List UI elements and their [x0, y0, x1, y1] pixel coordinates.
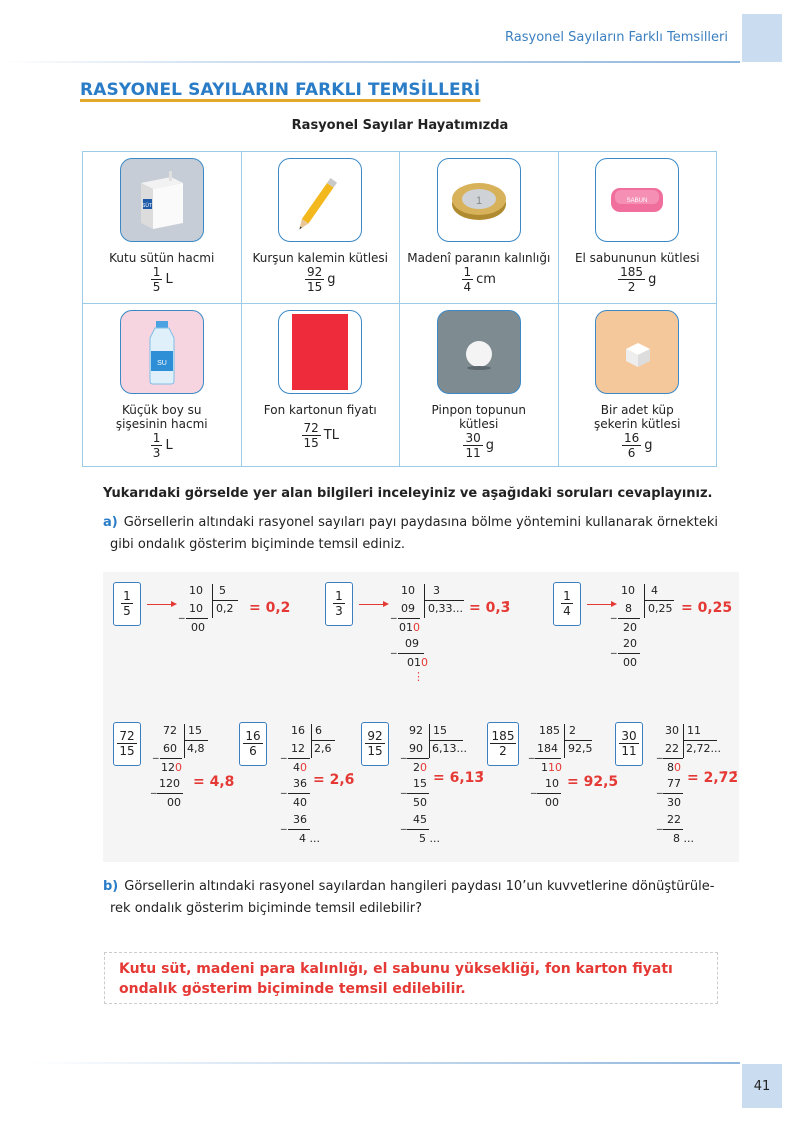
item-cell	[400, 152, 559, 304]
item-fraction: $\frac{1}{4}$	[463, 265, 472, 294]
instruction-text: Yukarıdaki görselde yer alan bilgileri inceleyiniz ve aşağıdaki soruları cevaplayınız.	[103, 486, 713, 501]
decimal-answer: = 2,7̄2̄	[687, 770, 739, 786]
answer-text	[119, 959, 673, 999]
arrow-icon	[587, 604, 615, 605]
examples-table	[82, 151, 717, 467]
item-fraction: $\frac{92}{15}$	[306, 265, 323, 294]
item-cell	[400, 304, 559, 467]
item-fraction: $\frac{1}{3}$	[152, 431, 161, 460]
decimal-answer: = 0,3̄	[469, 600, 511, 616]
milk-label: SÜT	[141, 203, 152, 209]
item-caption: Bir adet küp şekerin kütlesi	[594, 403, 681, 431]
soap-icon	[595, 158, 679, 242]
milk-carton-icon	[120, 158, 204, 242]
long-division: 30 11 _ 22 2,72... 80 _ 77 30 _ 22 8 ...	[657, 724, 721, 845]
decimal-answer: = 4,8	[193, 774, 235, 790]
item-cell	[241, 304, 400, 467]
long-division: 185 2 _ 184 92,5 110 _ 10 00	[529, 724, 593, 809]
section-subtitle: Rasyonel Sayılar Hayatımızda	[291, 118, 509, 133]
item-cell	[83, 304, 242, 467]
item-caption: El sabununun kütlesi	[574, 251, 700, 265]
item-fraction: $\frac{1}{5}$	[152, 265, 161, 294]
question-a	[103, 512, 723, 556]
question-b	[103, 876, 723, 920]
fraction-box: $\frac{16}{6}$	[239, 722, 267, 766]
svg-text:1: 1	[475, 195, 482, 207]
page-number: 41	[742, 1064, 782, 1108]
arrow-icon	[147, 604, 175, 605]
division-workspace	[103, 572, 739, 862]
item-cell	[241, 152, 400, 304]
item-caption: Fon kartonun fiyatı	[263, 403, 377, 417]
fraction-box: $\frac{185}{2}$	[487, 722, 519, 766]
fraction-box: $\frac{1}{5}$	[113, 582, 141, 626]
fraction-box: $\frac{1}{4}$	[553, 582, 581, 626]
pencil-icon	[278, 158, 362, 242]
item-unit: L	[165, 438, 173, 453]
long-division: 10 3 _ 09 0,33... 010 _ 09 010 ⋮	[391, 584, 463, 683]
question-a-line1: Görsellerin altındaki rasyonel sayıları payı paydasına bölme yöntemini kullanarak örnekteki	[123, 515, 719, 530]
header-divider	[0, 61, 740, 63]
question-a-label: a)	[103, 515, 118, 530]
item-unit: g	[648, 272, 657, 287]
decimal-answer: = 2,6̄	[313, 772, 355, 788]
fraction-box: $\frac{72}{15}$	[113, 722, 141, 766]
item-unit: TL	[323, 428, 339, 443]
fraction-box: $\frac{92}{15}$	[361, 722, 389, 766]
fraction-box: $\frac{30}{11}$	[615, 722, 643, 766]
fraction-box: $\frac{1}{3}$	[325, 582, 353, 626]
item-fraction: $\frac{72}{15}$	[303, 421, 319, 450]
item-unit: g	[644, 438, 653, 453]
question-b-line1: Görsellerin altındaki rasyonel sayılardan hangileri paydası 10’un kuvvetlerine dönüştürüle-	[124, 879, 715, 894]
item-fraction: $\frac{185}{2}$	[620, 265, 644, 294]
long-division: 92 15 _ 90 6,13... 20 _ 15 50 _ 45 5 ...	[401, 724, 467, 845]
decimal-answer: = 0,2	[249, 600, 291, 616]
item-fraction: $\frac{16}{6}$	[623, 431, 640, 460]
item-unit: g	[485, 438, 495, 453]
soap-label: SABUN	[626, 198, 648, 204]
question-b-label: b)	[103, 879, 119, 894]
item-unit: cm	[476, 272, 496, 287]
item-unit: L	[165, 272, 173, 287]
item-caption: Pinpon topunun kütlesi	[431, 403, 526, 431]
page-title: RASYONEL SAYILARIN FARKLI TEMSİLLERİ	[80, 80, 481, 100]
decimal-answer: = 92,5	[567, 774, 619, 790]
question-a-line2: gibi ondalık gösterim biçiminde temsil ediniz.	[110, 537, 406, 552]
header-tab	[742, 14, 782, 62]
answer-box	[104, 952, 718, 1004]
question-b-line2: rek ondalık gösterim biçiminde temsil edilebilir?	[110, 901, 423, 916]
answer-line2: ondalık gösterim biçiminde temsil edilebilir.	[119, 981, 466, 997]
item-caption: Kutu sütün hacmi	[109, 251, 215, 265]
long-division: 10 5 _ 10 0,2 00	[183, 584, 243, 644]
item-fraction: $\frac{30}{11}$	[465, 431, 481, 460]
footer-divider	[30, 1062, 740, 1064]
decimal-answer: = 0,25	[681, 600, 733, 616]
item-caption: Kurşun kalemin kütlesi	[252, 251, 389, 265]
item-cell	[558, 304, 717, 467]
water-bottle-icon	[120, 310, 204, 394]
header-title: Rasyonel Sayıların Farklı Temsilleri	[505, 30, 728, 45]
coin-icon	[437, 158, 521, 242]
item-caption: Küçük boy su şişesinin hacmi	[115, 403, 208, 431]
long-division: 72 15 _ 60 4,8 120 _ 120 00	[157, 724, 227, 824]
decimal-answer: = 6,13̄	[433, 770, 485, 786]
long-division: 16 6 _ 12 2,6 40 _ 36 40 _ 36 4 ...	[285, 724, 355, 854]
water-label: SU	[156, 360, 167, 367]
item-unit: g	[327, 272, 336, 287]
item-cell	[558, 152, 717, 304]
item-cell	[83, 152, 242, 304]
arrow-icon	[359, 604, 387, 605]
pingpong-ball-icon	[437, 310, 521, 394]
sugar-cube-icon	[595, 310, 679, 394]
long-division: 10 4 _ 8 0,25 20 _ 20 00	[611, 584, 673, 669]
red-cardboard-icon	[278, 310, 362, 394]
item-caption: Madenî paranın kalınlığı	[407, 251, 551, 265]
answer-line1: Kutu süt, madeni para kalınlığı, el sabunu yüksekliği, fon karton fiyatı	[119, 961, 673, 977]
